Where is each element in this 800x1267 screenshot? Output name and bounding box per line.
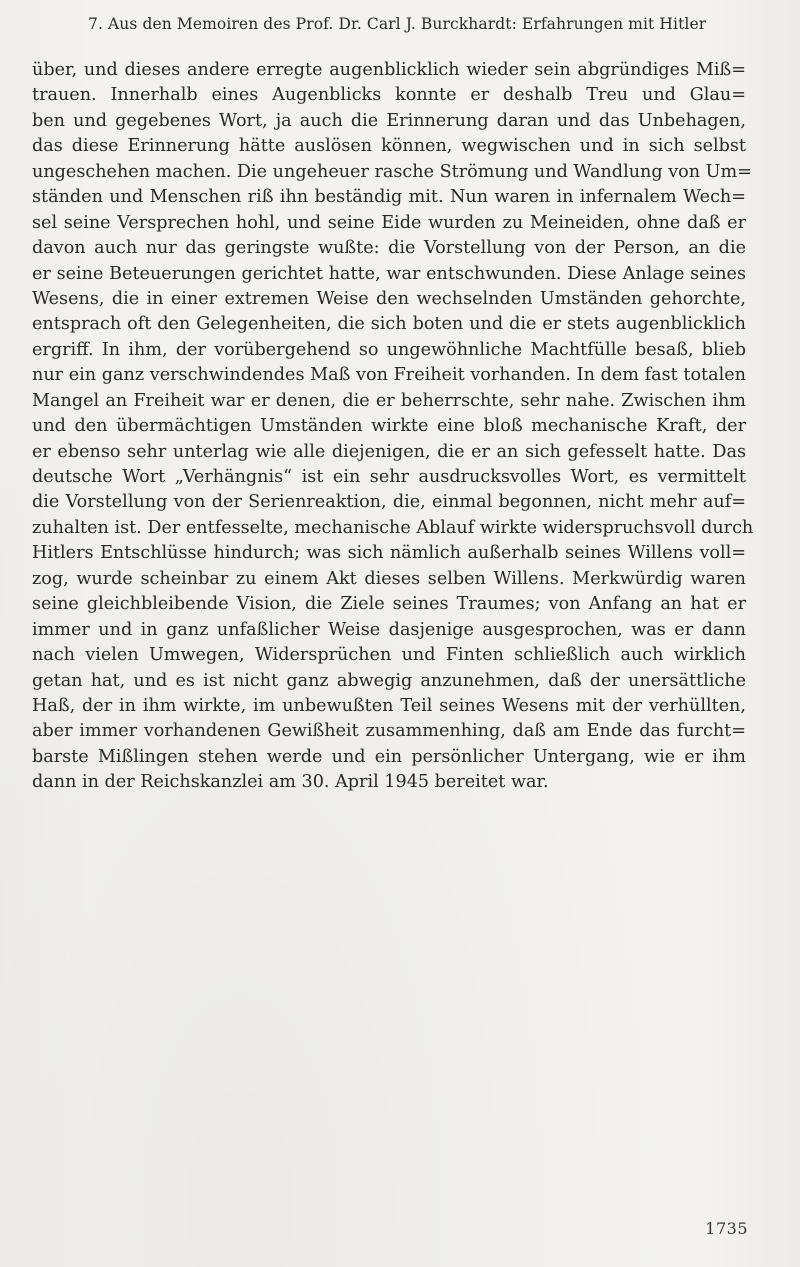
- text-line: seine gleichbleibende Vision, die Ziele seines Traumes; von Anfang an hat er: [32, 594, 746, 615]
- text-line: er seine Beteuerungen gerichtet hatte, war entschwunden. Diese Anlage seines: [32, 263, 746, 284]
- text-line: über, und dieses andere erregte augenblicklich wieder sein abgründiges Miß=: [32, 60, 746, 80]
- text-line: barste Mißlingen stehen werde und ein persönlicher Untergang, wie er ihm: [32, 746, 746, 767]
- text-line: Hitlers Entschlüsse hindurch; was sich nämlich außerhalb seines Willens voll=: [32, 543, 746, 564]
- text-line: er ebenso sehr unterlag wie alle diejenigen, die er an sich gefesselt hatte. Das: [32, 441, 746, 462]
- text-line: entsprach oft den Gelegenheiten, die sich boten und die er stets augenblicklich: [32, 314, 746, 335]
- text-line: zuhalten ist. Der entfesselte, mechanische Ablauf wirkte widerspruchsvoll durch: [32, 517, 754, 538]
- text-line: ungeschehen machen. Die ungeheuer rasche Strömung und Wandlung von Um=: [32, 161, 752, 182]
- text-line: Wesens, die in einer extremen Weise den wechselnden Umständen gehorchte,: [32, 288, 746, 309]
- text-line-last: dann in der Reichskanzlei am 30. April 1945 bereitet war.: [32, 772, 549, 793]
- text-line: und den übermächtigen Umständen wirkte eine bloß mechanische Kraft, der: [32, 416, 746, 437]
- page-number: 1735: [705, 1219, 748, 1238]
- text-line: ständen und Menschen riß ihn beständig mit. Nun waren in infernalem Wech=: [32, 187, 746, 208]
- text-line: Haß, der in ihm wirkte, im unbewußten Teil seines Wesens mit der verhüllten,: [32, 695, 746, 716]
- text-line: ben und gegebenes Wort, ja auch die Erinnerung daran und das Unbehagen,: [32, 110, 746, 131]
- text-line: nach vielen Umwegen, Widersprüchen und Finten schließlich auch wirklich: [32, 645, 746, 666]
- body-text: [32, 58, 754, 796]
- running-head: 7. Aus den Memoiren des Prof. Dr. Carl J. Burckhardt: Erfahrungen mit Hitler: [88, 15, 707, 33]
- text-line: die Vorstellung von der Serienreaktion, die, einmal begonnen, nicht mehr auf=: [32, 492, 746, 513]
- text-line: das diese Erinnerung hätte auslösen können, wegwischen und in sich selbst: [32, 136, 746, 157]
- text-line: nur ein ganz verschwindendes Maß von Freiheit vorhanden. In dem fast totalen: [32, 365, 746, 386]
- text-line: immer und in ganz unfaßlicher Weise dasjenige ausgesprochen, was er dann: [32, 619, 746, 640]
- text-line: sel seine Versprechen hohl, und seine Eide wurden zu Meineiden, ohne daß er: [32, 212, 746, 233]
- text-line: deutsche Wort „Verhängnis“ ist ein sehr ausdrucksvolles Wort, es vermittelt: [32, 467, 746, 487]
- text-line: Mangel an Freiheit war er denen, die er beherrschte, sehr nahe. Zwischen ihm: [32, 390, 746, 411]
- text-line: aber immer vorhandenen Gewißheit zusammenhing, daß am Ende das furcht=: [32, 721, 746, 742]
- text-line: zog, wurde scheinbar zu einem Akt dieses selben Willens. Merkwürdig waren: [32, 568, 746, 589]
- text-line: davon auch nur das geringste wußte: die Vorstellung von der Person, an die: [32, 238, 746, 259]
- text-line: trauen. Innerhalb eines Augenblicks konnte er deshalb Treu und Glau=: [32, 85, 746, 106]
- text-line: ergriff. In ihm, der vorübergehend so ungewöhnliche Machtfülle besaß, blieb: [32, 339, 746, 360]
- text-line: getan hat, und es ist nicht ganz abwegig anzunehmen, daß der unersättliche: [32, 670, 746, 691]
